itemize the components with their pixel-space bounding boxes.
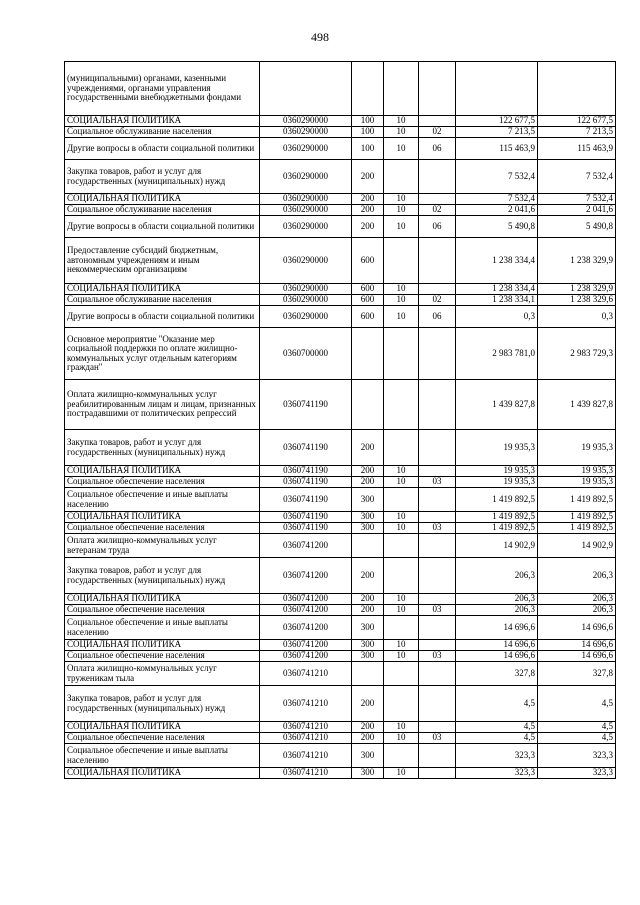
row-subsection-cell	[419, 284, 456, 295]
row-name-cell: СОЦИАЛЬНАЯ ПОЛИТИКА	[65, 116, 260, 127]
row-name-cell: СОЦИАЛЬНАЯ ПОЛИТИКА	[65, 640, 260, 651]
row-name-cell: СОЦИАЛЬНАЯ ПОЛИТИКА	[65, 722, 260, 733]
row-amount-1-cell: 2 983 781,0	[456, 328, 538, 380]
row-amount-2-cell: 115 463,9	[538, 138, 616, 160]
row-section-cell	[384, 488, 419, 512]
row-name-cell: Социальное обеспечение и иные выплаты населению	[65, 744, 260, 768]
row-subsection-cell	[419, 160, 456, 194]
table-body	[65, 62, 616, 779]
row-section-cell: 10	[384, 216, 419, 238]
row-expense-type-cell: 200	[352, 216, 384, 238]
row-amount-2-cell: 4,5	[538, 686, 616, 722]
row-expense-type-cell: 300	[352, 616, 384, 640]
row-amount-2-cell: 1 238 329,9	[538, 238, 616, 284]
row-amount-1-cell: 14 696,6	[456, 640, 538, 651]
table-row	[65, 477, 616, 488]
row-amount-1-cell: 1 238 334,4	[456, 238, 538, 284]
row-section-cell	[384, 430, 419, 466]
row-subsection-cell	[419, 594, 456, 605]
row-section-cell: 10	[384, 605, 419, 616]
row-expense-type-cell	[352, 62, 384, 116]
table-row	[65, 238, 616, 284]
row-amount-2-cell: 19 935,3	[538, 430, 616, 466]
row-amount-2-cell: 5 490,8	[538, 216, 616, 238]
row-amount-2-cell: 1 238 329,9	[538, 284, 616, 295]
row-target-article-cell: 0360700000	[260, 328, 352, 380]
row-amount-1-cell: 14 696,6	[456, 651, 538, 662]
row-section-cell: 10	[384, 127, 419, 138]
row-name-cell: Социальное обслуживание населения	[65, 127, 260, 138]
row-amount-1-cell: 1 419 892,5	[456, 512, 538, 523]
row-subsection-cell	[419, 116, 456, 127]
row-amount-1-cell: 19 935,3	[456, 466, 538, 477]
row-amount-1-cell	[456, 62, 538, 116]
row-section-cell: 10	[384, 768, 419, 779]
row-target-article-cell: 0360741190	[260, 488, 352, 512]
row-amount-1-cell: 115 463,9	[456, 138, 538, 160]
row-amount-2-cell: 206,3	[538, 594, 616, 605]
table-row	[65, 205, 616, 216]
row-name-cell: Социальное обслуживание населения	[65, 205, 260, 216]
table-row	[65, 662, 616, 686]
row-subsection-cell	[419, 686, 456, 722]
row-section-cell	[384, 380, 419, 430]
row-target-article-cell: 0360741200	[260, 558, 352, 594]
table-row	[65, 284, 616, 295]
row-name-cell: Другие вопросы в области социальной политики	[65, 138, 260, 160]
row-target-article-cell: 0360741210	[260, 686, 352, 722]
row-amount-2-cell: 206,3	[538, 605, 616, 616]
row-expense-type-cell: 200	[352, 194, 384, 205]
row-amount-1-cell: 7 213,5	[456, 127, 538, 138]
row-target-article-cell: 0360741200	[260, 605, 352, 616]
table-row	[65, 430, 616, 466]
row-amount-1-cell: 206,3	[456, 605, 538, 616]
row-subsection-cell: 06	[419, 306, 456, 328]
row-name-cell: СОЦИАЛЬНАЯ ПОЛИТИКА	[65, 194, 260, 205]
row-section-cell: 10	[384, 523, 419, 534]
row-name-cell: Оплата жилищно-коммунальных услуг труженикам тыла	[65, 662, 260, 686]
row-name-cell: Социальное обеспечение населения	[65, 477, 260, 488]
table-row	[65, 380, 616, 430]
row-target-article-cell	[260, 62, 352, 116]
row-section-cell	[384, 616, 419, 640]
row-expense-type-cell: 200	[352, 477, 384, 488]
row-amount-1-cell: 1 439 827,8	[456, 380, 538, 430]
row-subsection-cell	[419, 194, 456, 205]
row-section-cell: 10	[384, 116, 419, 127]
row-amount-2-cell: 323,3	[538, 768, 616, 779]
row-target-article-cell: 0360741210	[260, 722, 352, 733]
row-amount-2-cell: 4,5	[538, 733, 616, 744]
table-row	[65, 116, 616, 127]
row-section-cell: 10	[384, 640, 419, 651]
table-row	[65, 194, 616, 205]
row-subsection-cell: 03	[419, 733, 456, 744]
row-name-cell: СОЦИАЛЬНАЯ ПОЛИТИКА	[65, 466, 260, 477]
row-amount-2-cell: 206,3	[538, 558, 616, 594]
row-expense-type-cell: 600	[352, 238, 384, 284]
row-expense-type-cell: 600	[352, 306, 384, 328]
row-subsection-cell	[419, 512, 456, 523]
row-target-article-cell: 0360290000	[260, 138, 352, 160]
row-name-cell: Основное мероприятие "Оказание мер социальной поддержки по оплате жилищно-коммунальных услуг отдельным категориям граждан"	[65, 328, 260, 380]
table-row	[65, 127, 616, 138]
row-name-cell: Оплата жилищно-коммунальных услуг реабилитированным лицам и лицам, признанных пострадавшими от политических репрессий	[65, 380, 260, 430]
row-subsection-cell: 02	[419, 295, 456, 306]
table-row	[65, 534, 616, 558]
row-amount-1-cell: 14 696,6	[456, 616, 538, 640]
row-expense-type-cell: 200	[352, 205, 384, 216]
row-section-cell	[384, 62, 419, 116]
row-target-article-cell: 0360741200	[260, 594, 352, 605]
row-section-cell: 10	[384, 722, 419, 733]
table-row	[65, 488, 616, 512]
table-row	[65, 138, 616, 160]
table-row	[65, 651, 616, 662]
row-section-cell: 10	[384, 194, 419, 205]
row-amount-1-cell: 1 419 892,5	[456, 523, 538, 534]
row-subsection-cell: 02	[419, 205, 456, 216]
row-amount-2-cell: 19 935,3	[538, 466, 616, 477]
row-amount-2-cell: 7 532,4	[538, 194, 616, 205]
row-target-article-cell: 0360741200	[260, 616, 352, 640]
table-row	[65, 466, 616, 477]
row-subsection-cell	[419, 62, 456, 116]
row-expense-type-cell: 300	[352, 651, 384, 662]
table-row	[65, 744, 616, 768]
row-name-cell: (муниципальными) органами, казенными учреждениями, органами управления государственными внебюджетными фондами	[65, 62, 260, 116]
row-expense-type-cell: 200	[352, 733, 384, 744]
row-subsection-cell	[419, 640, 456, 651]
row-section-cell: 10	[384, 284, 419, 295]
row-target-article-cell: 0360741190	[260, 430, 352, 466]
row-subsection-cell	[419, 430, 456, 466]
table-row	[65, 306, 616, 328]
row-expense-type-cell: 300	[352, 768, 384, 779]
table-row	[65, 686, 616, 722]
row-amount-2-cell: 1 419 892,5	[538, 523, 616, 534]
table-row	[65, 594, 616, 605]
row-section-cell: 10	[384, 306, 419, 328]
row-name-cell: Социальное обеспечение населения	[65, 651, 260, 662]
row-expense-type-cell	[352, 328, 384, 380]
row-amount-1-cell: 7 532,4	[456, 160, 538, 194]
row-section-cell	[384, 662, 419, 686]
row-amount-2-cell: 14 902,9	[538, 534, 616, 558]
row-amount-2-cell: 327,8	[538, 662, 616, 686]
row-section-cell: 10	[384, 733, 419, 744]
row-section-cell: 10	[384, 512, 419, 523]
row-section-cell	[384, 160, 419, 194]
row-name-cell: Предоставление субсидий бюджетным, автономным учреждениям и иным некоммерческим организациям	[65, 238, 260, 284]
row-amount-2-cell: 2 983 729,3	[538, 328, 616, 380]
row-target-article-cell: 0360290000	[260, 116, 352, 127]
row-section-cell: 10	[384, 477, 419, 488]
row-amount-2-cell	[538, 62, 616, 116]
row-expense-type-cell: 100	[352, 138, 384, 160]
row-amount-2-cell: 14 696,6	[538, 616, 616, 640]
row-target-article-cell: 0360741210	[260, 744, 352, 768]
row-expense-type-cell: 600	[352, 284, 384, 295]
row-subsection-cell	[419, 768, 456, 779]
page-number: 498	[311, 30, 329, 44]
row-subsection-cell: 06	[419, 216, 456, 238]
row-amount-1-cell: 1 238 334,4	[456, 284, 538, 295]
row-name-cell: СОЦИАЛЬНАЯ ПОЛИТИКА	[65, 512, 260, 523]
row-amount-1-cell: 323,3	[456, 744, 538, 768]
row-expense-type-cell: 300	[352, 640, 384, 651]
row-amount-1-cell: 4,5	[456, 686, 538, 722]
row-amount-2-cell: 323,3	[538, 744, 616, 768]
row-amount-2-cell: 122 677,5	[538, 116, 616, 127]
row-name-cell: Социальное обеспечение и иные выплаты населению	[65, 616, 260, 640]
row-name-cell: Закупка товаров, работ и услуг для государственных (муниципальных) нужд	[65, 430, 260, 466]
row-target-article-cell: 0360741190	[260, 512, 352, 523]
row-expense-type-cell: 200	[352, 466, 384, 477]
row-subsection-cell	[419, 328, 456, 380]
table-row	[65, 616, 616, 640]
row-target-article-cell: 0360290000	[260, 216, 352, 238]
row-name-cell: Социальное обеспечение и иные выплаты населению	[65, 488, 260, 512]
row-expense-type-cell: 300	[352, 488, 384, 512]
row-amount-1-cell: 1 419 892,5	[456, 488, 538, 512]
row-target-article-cell: 0360290000	[260, 160, 352, 194]
row-section-cell: 10	[384, 594, 419, 605]
row-amount-1-cell: 206,3	[456, 594, 538, 605]
row-section-cell: 10	[384, 651, 419, 662]
row-target-article-cell: 0360741190	[260, 523, 352, 534]
table-row	[65, 216, 616, 238]
row-expense-type-cell	[352, 534, 384, 558]
table-row	[65, 605, 616, 616]
row-subsection-cell: 03	[419, 477, 456, 488]
row-expense-type-cell: 200	[352, 160, 384, 194]
row-subsection-cell	[419, 662, 456, 686]
row-name-cell: Закупка товаров, работ и услуг для государственных (муниципальных) нужд	[65, 558, 260, 594]
table-row	[65, 62, 616, 116]
row-expense-type-cell: 100	[352, 116, 384, 127]
row-target-article-cell: 0360290000	[260, 295, 352, 306]
row-amount-2-cell: 1 419 892,5	[538, 512, 616, 523]
row-expense-type-cell: 200	[352, 430, 384, 466]
row-subsection-cell	[419, 488, 456, 512]
row-expense-type-cell: 300	[352, 744, 384, 768]
row-section-cell: 10	[384, 138, 419, 160]
row-section-cell	[384, 686, 419, 722]
row-target-article-cell: 0360741200	[260, 534, 352, 558]
row-target-article-cell: 0360741210	[260, 733, 352, 744]
row-target-article-cell: 0360741210	[260, 662, 352, 686]
row-target-article-cell: 0360290000	[260, 238, 352, 284]
table-row	[65, 768, 616, 779]
row-amount-2-cell: 19 935,3	[538, 477, 616, 488]
row-amount-1-cell: 19 935,3	[456, 477, 538, 488]
row-expense-type-cell: 300	[352, 512, 384, 523]
row-amount-1-cell: 206,3	[456, 558, 538, 594]
row-subsection-cell	[419, 722, 456, 733]
table-row	[65, 640, 616, 651]
row-target-article-cell: 0360741210	[260, 768, 352, 779]
row-target-article-cell: 0360741200	[260, 640, 352, 651]
row-amount-1-cell: 0,3	[456, 306, 538, 328]
row-subsection-cell	[419, 744, 456, 768]
row-subsection-cell	[419, 558, 456, 594]
row-target-article-cell: 0360290000	[260, 284, 352, 295]
row-name-cell: Закупка товаров, работ и услуг для государственных (муниципальных) нужд	[65, 686, 260, 722]
row-amount-2-cell: 14 696,6	[538, 640, 616, 651]
row-subsection-cell: 03	[419, 605, 456, 616]
row-target-article-cell: 0360741200	[260, 651, 352, 662]
row-section-cell: 10	[384, 466, 419, 477]
row-expense-type-cell: 200	[352, 558, 384, 594]
row-target-article-cell: 0360741190	[260, 477, 352, 488]
row-subsection-cell	[419, 534, 456, 558]
row-amount-2-cell: 1 238 329,6	[538, 295, 616, 306]
row-target-article-cell: 0360290000	[260, 127, 352, 138]
row-name-cell: СОЦИАЛЬНАЯ ПОЛИТИКА	[65, 768, 260, 779]
row-subsection-cell: 03	[419, 651, 456, 662]
row-amount-1-cell: 14 902,9	[456, 534, 538, 558]
row-section-cell	[384, 558, 419, 594]
table-row	[65, 733, 616, 744]
row-amount-1-cell: 4,5	[456, 733, 538, 744]
budget-table	[64, 61, 616, 779]
table-row	[65, 722, 616, 733]
row-amount-1-cell: 7 532,4	[456, 194, 538, 205]
row-subsection-cell	[419, 466, 456, 477]
row-name-cell: Социальное обслуживание населения	[65, 295, 260, 306]
row-section-cell: 10	[384, 295, 419, 306]
row-amount-2-cell: 7 532,4	[538, 160, 616, 194]
row-amount-1-cell: 5 490,8	[456, 216, 538, 238]
row-target-article-cell: 0360290000	[260, 205, 352, 216]
row-amount-1-cell: 327,8	[456, 662, 538, 686]
row-subsection-cell: 02	[419, 127, 456, 138]
row-expense-type-cell: 600	[352, 295, 384, 306]
row-amount-1-cell: 2 041,6	[456, 205, 538, 216]
row-name-cell: Оплата жилищно-коммунальных услуг ветеранам труда	[65, 534, 260, 558]
row-target-article-cell: 0360741190	[260, 466, 352, 477]
row-name-cell: Социальное обеспечение населения	[65, 605, 260, 616]
row-section-cell: 10	[384, 205, 419, 216]
row-name-cell: СОЦИАЛЬНАЯ ПОЛИТИКА	[65, 284, 260, 295]
row-section-cell	[384, 238, 419, 284]
row-section-cell	[384, 744, 419, 768]
row-name-cell: Другие вопросы в области социальной политики	[65, 216, 260, 238]
row-expense-type-cell: 100	[352, 127, 384, 138]
row-expense-type-cell	[352, 380, 384, 430]
row-amount-2-cell: 2 041,6	[538, 205, 616, 216]
row-subsection-cell	[419, 380, 456, 430]
row-amount-2-cell: 1 439 827,8	[538, 380, 616, 430]
row-subsection-cell: 03	[419, 523, 456, 534]
row-expense-type-cell: 200	[352, 605, 384, 616]
row-expense-type-cell: 300	[352, 523, 384, 534]
row-amount-2-cell: 0,3	[538, 306, 616, 328]
table-row	[65, 512, 616, 523]
table-row	[65, 295, 616, 306]
row-subsection-cell	[419, 238, 456, 284]
row-name-cell: Другие вопросы в области социальной политики	[65, 306, 260, 328]
row-amount-1-cell: 19 935,3	[456, 430, 538, 466]
row-amount-2-cell: 4,5	[538, 722, 616, 733]
table-row	[65, 558, 616, 594]
row-amount-1-cell: 1 238 334,1	[456, 295, 538, 306]
row-amount-2-cell: 1 419 892,5	[538, 488, 616, 512]
row-section-cell	[384, 534, 419, 558]
table-row	[65, 523, 616, 534]
row-target-article-cell: 0360741190	[260, 380, 352, 430]
row-section-cell	[384, 328, 419, 380]
row-expense-type-cell: 200	[352, 594, 384, 605]
table-row	[65, 160, 616, 194]
row-name-cell: Социальное обеспечение населения	[65, 733, 260, 744]
row-amount-1-cell: 122 677,5	[456, 116, 538, 127]
row-amount-2-cell: 14 696,6	[538, 651, 616, 662]
row-expense-type-cell	[352, 662, 384, 686]
row-amount-1-cell: 4,5	[456, 722, 538, 733]
row-name-cell: СОЦИАЛЬНАЯ ПОЛИТИКА	[65, 594, 260, 605]
row-target-article-cell: 0360290000	[260, 194, 352, 205]
row-subsection-cell	[419, 616, 456, 640]
row-amount-1-cell: 323,3	[456, 768, 538, 779]
table-row	[65, 328, 616, 380]
row-expense-type-cell: 200	[352, 722, 384, 733]
row-target-article-cell: 0360290000	[260, 306, 352, 328]
row-amount-2-cell: 7 213,5	[538, 127, 616, 138]
row-name-cell: Социальное обеспечение населения	[65, 523, 260, 534]
row-expense-type-cell: 200	[352, 686, 384, 722]
row-name-cell: Закупка товаров, работ и услуг для государственных (муниципальных) нужд	[65, 160, 260, 194]
row-subsection-cell: 06	[419, 138, 456, 160]
